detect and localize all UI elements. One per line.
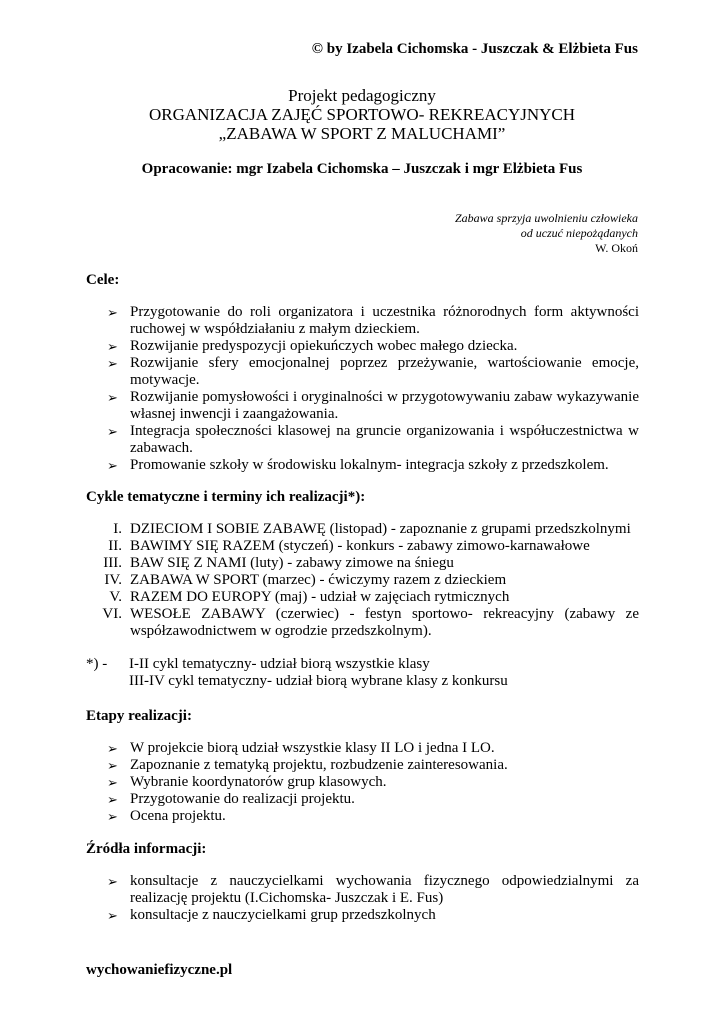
list-item: ➢ Integracja społeczności klasowej na gruncie organizowania i współuczestnictwa w zabawach. bbox=[107, 423, 639, 456]
list-item: ➢ Przygotowanie do roli organizatora i uczestnika różnorodnych form aktywności ruchowej w współdziałaniu z małym dzieckiem. bbox=[107, 304, 639, 337]
list-item: VI. WESOŁE ZABAWY (czerwiec) - festyn sportowo- rekreacyjny (zabawy ze współzawodnictwem w ogrodzie przedszkolnym). bbox=[102, 606, 639, 639]
document-title bbox=[0, 86, 724, 143]
site-footer: wychowaniefizyczne.pl bbox=[86, 962, 233, 978]
stages-heading: Etapy realizacji: bbox=[86, 708, 192, 724]
title-line-3: „ZABAWA W SPORT Z MALUCHAMI” bbox=[218, 124, 506, 143]
list-item: ➢ Rozwijanie pomysłowości i oryginalności w przygotowywaniu zabaw wykazywanie własnej inwencji i zaangażowania. bbox=[107, 389, 639, 422]
sources-list bbox=[107, 873, 639, 924]
list-item: ➢ Przygotowanie do realizacji projektu. bbox=[107, 791, 355, 807]
list-item: I. DZIECIOM I SOBIE ZABAWĘ (listopad) - zapoznanie z grupami przedszkolnymi bbox=[113, 521, 631, 537]
title-line-1: Projekt pedagogiczny bbox=[288, 86, 436, 105]
stages-list bbox=[107, 740, 639, 825]
motto-source: W. Okoń bbox=[595, 241, 638, 255]
title-line-2: ORGANIZACJA ZAJĘĆ SPORTOWO- REKREACYJNYCH bbox=[148, 105, 576, 124]
footnote-line-2: III-IV cykl tematyczny- udział biorą wybrane klasy z konkursu bbox=[129, 673, 508, 689]
footnote-mark: *) - bbox=[86, 656, 108, 672]
arrow-bullet-icon: ➢ bbox=[107, 390, 118, 405]
list-item: ➢ Promowanie szkoły w środowisku lokalnym- integracja szkoły z przedszkolem. bbox=[107, 457, 609, 473]
motto-quote bbox=[455, 211, 638, 256]
arrow-bullet-icon: ➢ bbox=[107, 339, 118, 354]
motto-line-2: od uczuć niepożądanych bbox=[520, 226, 638, 240]
author-line: Opracowanie: mgr Izabela Cichomska – Juszczak i mgr Elżbieta Fus bbox=[141, 161, 583, 177]
arrow-bullet-icon: ➢ bbox=[107, 758, 118, 773]
list-item: V. RAZEM DO EUROPY (maj) - udział w zajęciach rytmicznych bbox=[109, 589, 510, 605]
cycles-heading: Cykle tematyczne i terminy ich realizacji*): bbox=[86, 489, 366, 505]
list-item: ➢ Rozwijanie sfery emocjonalnej poprzez przeżywanie, wartościowanie emocje, motywacje. bbox=[107, 355, 639, 388]
arrow-bullet-icon: ➢ bbox=[107, 908, 118, 923]
arrow-bullet-icon: ➢ bbox=[107, 356, 118, 371]
motto-line-1: Zabawa sprzyja uwolnieniu człowieka bbox=[455, 211, 638, 225]
list-item: ➢ Ocena projektu. bbox=[107, 808, 226, 824]
list-item: ➢ konsultacje z nauczycielkami grup przedszkolnych bbox=[107, 907, 436, 923]
arrow-bullet-icon: ➢ bbox=[107, 305, 118, 320]
arrow-bullet-icon: ➢ bbox=[107, 424, 118, 439]
cycles-list bbox=[100, 521, 639, 640]
copyright-header: © by Izabela Cichomska - Juszczak & Elżbieta Fus bbox=[311, 41, 638, 57]
sources-heading: Źródła informacji: bbox=[86, 841, 207, 857]
arrow-bullet-icon: ➢ bbox=[107, 741, 118, 756]
arrow-bullet-icon: ➢ bbox=[107, 458, 118, 473]
list-item: III. BAW SIĘ Z NAMI (luty) - zabawy zimowe na śniegu bbox=[103, 555, 454, 571]
footnote-line-1: I-II cykl tematyczny- udział biorą wszystkie klasy bbox=[129, 656, 430, 672]
list-item: ➢ Wybranie koordynatorów grup klasowych. bbox=[107, 774, 387, 790]
list-item: ➢ W projekcie biorą udział wszystkie klasy II LO i jedna I LO. bbox=[107, 740, 495, 756]
goals-heading: Cele: bbox=[86, 272, 120, 288]
arrow-bullet-icon: ➢ bbox=[107, 792, 118, 807]
list-item: ➢ Rozwijanie predyspozycji opiekuńczych wobec małego dziecka. bbox=[107, 338, 518, 354]
list-item: ➢ Zapoznanie z tematyką projektu, rozbudzenie zainteresowania. bbox=[107, 757, 508, 773]
arrow-bullet-icon: ➢ bbox=[107, 874, 118, 889]
list-item: ➢ konsultacje z nauczycielkami wychowania fizycznego odpowiedzialnymi za realizację projektu (I.Cichomska- Juszczak i E. Fus) bbox=[107, 873, 639, 906]
goals-list bbox=[107, 304, 639, 474]
list-item: II. BAWIMY SIĘ RAZEM (styczeń) - konkurs - zabawy zimowo-karnawałowe bbox=[108, 538, 590, 554]
arrow-bullet-icon: ➢ bbox=[107, 809, 118, 824]
arrow-bullet-icon: ➢ bbox=[107, 775, 118, 790]
list-item: IV. ZABAWA W SPORT (marzec) - ćwiczymy razem z dzieckiem bbox=[104, 572, 507, 588]
